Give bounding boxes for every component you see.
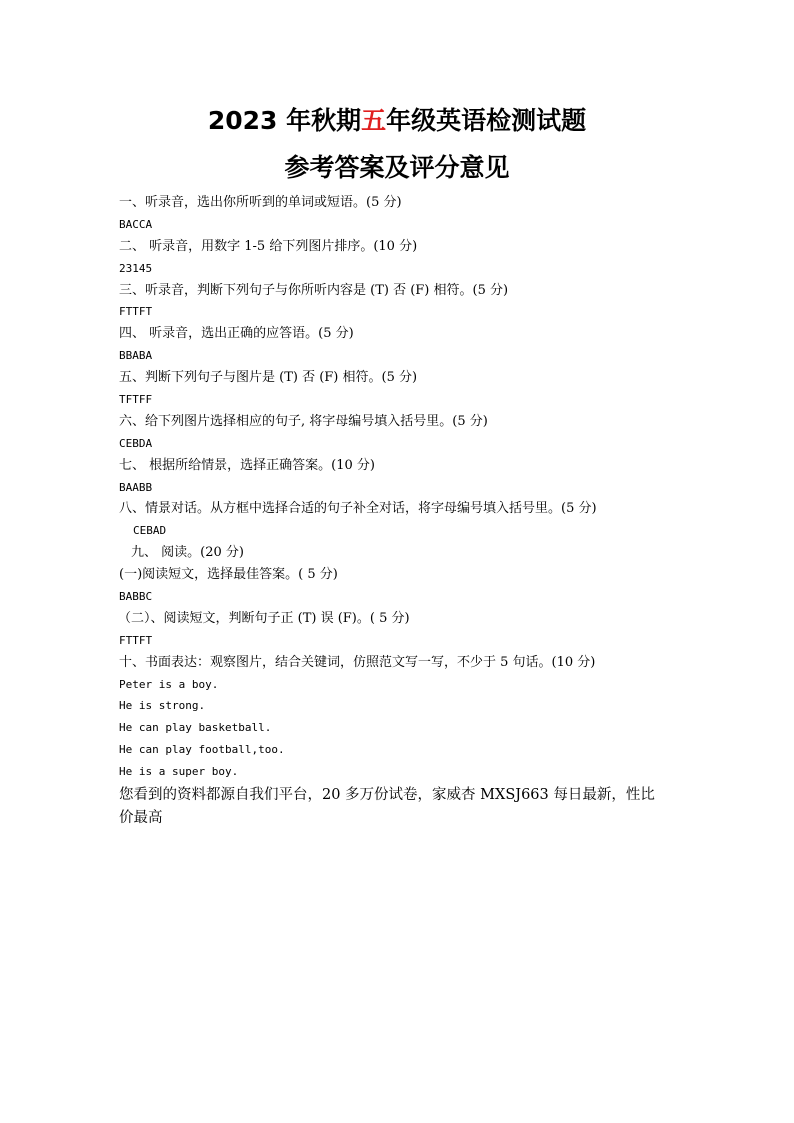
essay-line: He can play football,too. bbox=[119, 743, 285, 757]
section-4-answer: BBABA bbox=[119, 349, 153, 363]
section-10-heading: 十、书面表达：观察图片，结合关键词，仿照范文写一写，不少于 5 句话。(10 分) bbox=[119, 654, 596, 670]
section-9-part-2-answer: FTTFT bbox=[119, 633, 153, 647]
essay-line: He can play basketball. bbox=[119, 721, 272, 735]
document-title bbox=[0, 106, 794, 136]
essay-line: Peter is a boy. bbox=[119, 677, 219, 691]
essay-line: He is strong. bbox=[119, 699, 206, 713]
section-9-part-1-heading: (一)阅读短文，选择最佳答案。( 5 分) bbox=[119, 567, 338, 583]
section-6-answer: CEBDA bbox=[119, 436, 153, 450]
title-prefix: 2023 年秋期 bbox=[207, 106, 362, 135]
section-9-part-1-answer: BABBC bbox=[119, 590, 153, 604]
section-8-heading: 八、情景对话。从方框中选择合适的句子补全对话，将字母编号填入括号里。(5 分) bbox=[119, 501, 597, 517]
section-6-heading: 六、给下列图片选择相应的句子, 将字母编号填入括号里。(5 分) bbox=[119, 413, 488, 429]
section-1-heading: 一、听录音，选出你所听到的单词或短语。(5 分) bbox=[119, 195, 402, 210]
section-1-answer: BACCA bbox=[119, 217, 153, 231]
section-2-heading: 二、 听录音，用数字 1-5 给下列图片排序。(10 分) bbox=[119, 238, 418, 254]
section-9-part-2-heading: （二）、阅读短文，判断句子正 (T) 误 (F)。( 5 分) bbox=[118, 610, 410, 626]
section-3-heading: 三、听录音，判断下列句子与你所听内容是 (T) 否 (F) 相符。(5 分) bbox=[119, 282, 509, 298]
section-3-answer: FTTFT bbox=[119, 305, 153, 319]
section-7-answer: BAABB bbox=[119, 480, 153, 494]
section-5-heading: 五、判断下列句子与图片是 (T) 否 (F) 相符。(5 分) bbox=[119, 370, 418, 386]
document-subtitle: 参考答案及评分意见 bbox=[284, 153, 510, 182]
title-suffix: 年级英语检测试题 bbox=[386, 106, 587, 135]
section-5-answer: TFTFF bbox=[119, 393, 153, 407]
section-9-heading: 九、 阅读。(20 分) bbox=[131, 545, 244, 561]
section-2-answer: 23145 bbox=[119, 261, 153, 275]
essay-line: He is a super boy. bbox=[119, 765, 239, 779]
promo-footer-text: 您看到的资料都源自我们平台，20 多万份试卷，家威杏 MXSJ663 每日最新，性比价最高 bbox=[119, 787, 655, 827]
answer-key-body bbox=[119, 192, 679, 830]
section-8-answer: CEBAD bbox=[133, 524, 167, 538]
title-grade-highlight: 五 bbox=[361, 106, 387, 135]
section-4-heading: 四、 听录音，选出正确的应答语。(5 分) bbox=[119, 326, 354, 342]
section-7-heading: 七、 根据所给情景，选择正确答案。(10 分) bbox=[119, 457, 375, 473]
